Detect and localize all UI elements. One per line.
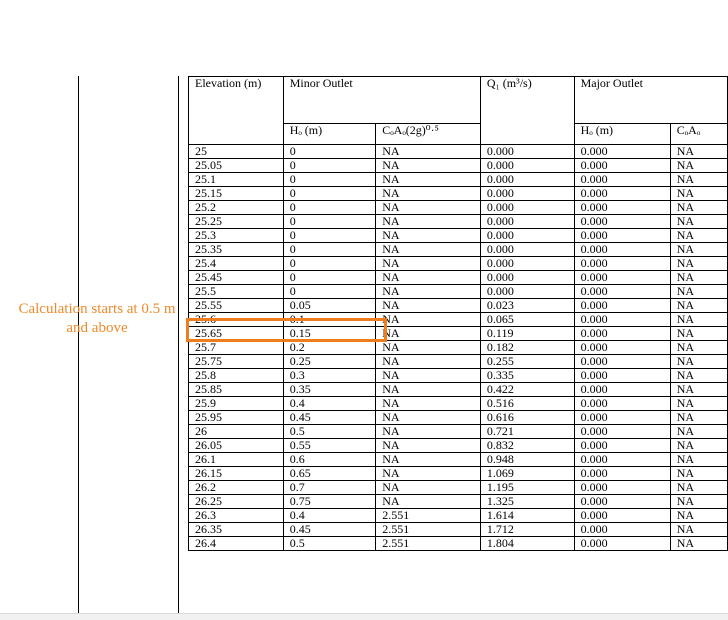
header-ho-major: Hₒ (m) [574,124,670,145]
table-row [189,383,728,397]
table-row [189,159,728,173]
cell-coao-minor: NA [376,411,481,425]
cell-q1: 0.335 [480,369,574,383]
cell-elevation: 26.4 [189,537,284,551]
cell-coao-minor: NA [376,341,481,355]
cell-q1: 0.000 [480,215,574,229]
cell-q1: 0.948 [480,453,574,467]
annotation-note: Calculation starts at 0.5 m and above [18,301,176,336]
cell-coao-major: NA [670,467,727,481]
cell-ho-major: 0.000 [574,467,670,481]
cell-coao-major: NA [670,397,727,411]
cell-elevation: 26.3 [189,509,284,523]
cell-coao-major: NA [670,355,727,369]
cell-q1: 1.614 [480,509,574,523]
cell-elevation: 25.55 [189,299,284,313]
cell-ho-minor: 0 [283,187,376,201]
cell-q1: 0.516 [480,397,574,411]
cell-coao-minor: NA [376,397,481,411]
cell-ho-major: 0.000 [574,523,670,537]
cell-ho-minor: 0 [283,215,376,229]
table-row [189,257,728,271]
cell-elevation: 25.35 [189,243,284,257]
cell-ho-minor: 0.7 [283,481,376,495]
cell-coao-major: NA [670,215,727,229]
cell-ho-minor: 0.55 [283,439,376,453]
cell-elevation: 25.7 [189,341,284,355]
cell-coao-minor: 2.551 [376,523,481,537]
cell-coao-major: NA [670,201,727,215]
cell-ho-minor: 0 [283,285,376,299]
table-row [189,481,728,495]
table-body [189,145,728,551]
cell-elevation: 25.85 [189,383,284,397]
table-row [189,411,728,425]
table-frame-line [178,76,179,613]
cell-coao-minor: NA [376,201,481,215]
cell-coao-minor: NA [376,145,481,159]
cell-ho-minor: 0.35 [283,383,376,397]
table-row [189,229,728,243]
cell-q1: 1.069 [480,467,574,481]
cell-coao-minor: NA [376,257,481,271]
cell-coao-major: NA [670,145,727,159]
cell-coao-major: NA [670,495,727,509]
outlet-table-container [188,76,728,551]
header-coao-major: CₒAₒ [670,124,727,145]
cell-coao-minor: NA [376,243,481,257]
cell-elevation: 26.25 [189,495,284,509]
header-coao-minor: CₒAₒ(2g)⁰·⁵ [376,124,481,145]
cell-coao-minor: NA [376,159,481,173]
cell-ho-major: 0.000 [574,327,670,341]
table-row [189,243,728,257]
cell-q1: 0.422 [480,383,574,397]
cell-ho-minor: 0.65 [283,467,376,481]
cell-q1: 0.000 [480,159,574,173]
cell-ho-minor: 0.5 [283,425,376,439]
cell-elevation: 26.35 [189,523,284,537]
cell-ho-major: 0.000 [574,145,670,159]
cell-coao-major: NA [670,481,727,495]
cell-ho-major: 0.000 [574,383,670,397]
cell-coao-major: NA [670,327,727,341]
cell-q1: 0.832 [480,439,574,453]
cell-elevation: 25.95 [189,411,284,425]
cell-ho-minor: 0.45 [283,411,376,425]
cell-coao-minor: 2.551 [376,537,481,551]
cell-coao-major: NA [670,243,727,257]
cell-coao-major: NA [670,173,727,187]
cell-elevation: 26.1 [189,453,284,467]
cell-elevation: 26.15 [189,467,284,481]
cell-q1: 1.712 [480,523,574,537]
cell-elevation: 25.65 [189,327,284,341]
cell-coao-major: NA [670,369,727,383]
cell-coao-minor: NA [376,299,481,313]
cell-ho-minor: 0.4 [283,397,376,411]
table-row [189,173,728,187]
cell-coao-major: NA [670,453,727,467]
cell-elevation: 25.9 [189,397,284,411]
cell-ho-major: 0.000 [574,355,670,369]
cell-coao-major: NA [670,313,727,327]
cell-q1: 0.000 [480,257,574,271]
cell-ho-major: 0.000 [574,495,670,509]
cell-q1: 1.804 [480,537,574,551]
table-row [189,537,728,551]
cell-elevation: 26 [189,425,284,439]
cell-q1: 0.000 [480,187,574,201]
table-row [189,467,728,481]
table-row [189,355,728,369]
cell-ho-minor: 0 [283,257,376,271]
cell-coao-major: NA [670,523,727,537]
cell-coao-minor: NA [376,495,481,509]
cell-coao-major: NA [670,509,727,523]
cell-ho-minor: 0.2 [283,341,376,355]
cell-ho-major: 0.000 [574,257,670,271]
cell-coao-minor: NA [376,327,481,341]
table-row [189,271,728,285]
cell-q1: 0.182 [480,341,574,355]
cell-ho-minor: 0.5 [283,537,376,551]
cell-elevation: 25.3 [189,229,284,243]
cell-ho-minor: 0.6 [283,453,376,467]
cell-ho-minor: 0 [283,229,376,243]
table-row [189,369,728,383]
cell-elevation: 25.2 [189,201,284,215]
highlight-box [186,318,387,342]
cell-ho-major: 0.000 [574,397,670,411]
cell-coao-minor: NA [376,425,481,439]
cell-ho-minor: 0.25 [283,355,376,369]
header-q1: Q₁ (m³/s) [480,77,574,145]
cell-coao-minor: NA [376,215,481,229]
header-row-main [189,77,728,124]
cell-ho-major: 0.000 [574,537,670,551]
cell-elevation: 25.8 [189,369,284,383]
cell-coao-major: NA [670,411,727,425]
cell-ho-major: 0.000 [574,481,670,495]
cell-coao-minor: NA [376,187,481,201]
table-row [189,187,728,201]
cell-ho-minor: 0 [283,271,376,285]
cell-coao-minor: NA [376,369,481,383]
cell-ho-minor: 0 [283,145,376,159]
cell-q1: 1.195 [480,481,574,495]
cell-ho-major: 0.000 [574,341,670,355]
cell-ho-minor: 0 [283,173,376,187]
cell-elevation: 26.05 [189,439,284,453]
header-elevation: Elevation (m) [189,77,284,145]
cell-q1: 0.000 [480,285,574,299]
left-margin-line [78,76,79,613]
cell-coao-minor: NA [376,355,481,369]
cell-ho-minor: 0 [283,243,376,257]
cell-ho-major: 0.000 [574,201,670,215]
table-row [189,425,728,439]
cell-coao-minor: NA [376,229,481,243]
cell-q1: 0.000 [480,271,574,285]
cell-elevation: 25 [189,145,284,159]
cell-coao-minor: NA [376,383,481,397]
cell-elevation: 25.25 [189,215,284,229]
table-row [189,439,728,453]
cell-ho-major: 0.000 [574,159,670,173]
table-row [189,145,728,159]
cell-ho-major: 0.000 [574,173,670,187]
cell-q1: 0.721 [480,425,574,439]
header-ho-minor: Hₒ (m) [283,124,376,145]
cell-elevation: 25.45 [189,271,284,285]
table-row [189,285,728,299]
cell-q1: 0.000 [480,243,574,257]
cell-coao-minor: NA [376,439,481,453]
cell-q1: 0.119 [480,327,574,341]
cell-coao-major: NA [670,257,727,271]
cell-coao-major: NA [670,187,727,201]
table-row [189,397,728,411]
cell-ho-major: 0.000 [574,187,670,201]
cell-ho-major: 0.000 [574,411,670,425]
cell-elevation: 25.4 [189,257,284,271]
cell-elevation: 26.2 [189,481,284,495]
cell-ho-major: 0.000 [574,439,670,453]
table-row [189,509,728,523]
cell-coao-major: NA [670,537,727,551]
cell-ho-minor: 0.15 [283,327,376,341]
cell-ho-major: 0.000 [574,229,670,243]
table-row [189,523,728,537]
cell-elevation: 25.05 [189,159,284,173]
cell-elevation: 25.5 [189,285,284,299]
cell-ho-minor: 0.05 [283,299,376,313]
cell-coao-major: NA [670,229,727,243]
cell-q1: 0.000 [480,201,574,215]
cell-coao-minor: NA [376,285,481,299]
cell-ho-major: 0.000 [574,369,670,383]
cell-coao-major: NA [670,271,727,285]
cell-ho-minor: 0.45 [283,523,376,537]
cell-coao-minor: NA [376,453,481,467]
header-major-outlet: Major Outlet [574,77,727,124]
cell-ho-major: 0.000 [574,243,670,257]
cell-ho-minor: 0.4 [283,509,376,523]
table-row [189,453,728,467]
cell-ho-major: 0.000 [574,271,670,285]
cell-coao-minor: NA [376,173,481,187]
table-row [189,215,728,229]
cell-q1: 0.000 [480,145,574,159]
cell-elevation: 25.6 [189,313,284,327]
cell-q1: 0.255 [480,355,574,369]
cell-ho-major: 0.000 [574,453,670,467]
cell-ho-minor: 0.75 [283,495,376,509]
cell-coao-major: NA [670,425,727,439]
cell-coao-minor: NA [376,481,481,495]
cell-elevation: 25.1 [189,173,284,187]
cell-coao-minor: NA [376,271,481,285]
table-row [189,341,728,355]
cell-elevation: 25.15 [189,187,284,201]
cell-coao-major: NA [670,383,727,397]
cell-ho-major: 0.000 [574,285,670,299]
cell-ho-minor: 0 [283,201,376,215]
cell-q1: 0.000 [480,173,574,187]
cell-coao-minor: NA [376,467,481,481]
cell-q1: 0.000 [480,229,574,243]
cell-coao-major: NA [670,285,727,299]
cell-ho-minor: 0.3 [283,369,376,383]
table-row [189,495,728,509]
table-row [189,299,728,313]
table-row [189,201,728,215]
cell-ho-major: 0.000 [574,313,670,327]
cell-coao-major: NA [670,341,727,355]
cell-coao-minor: 2.551 [376,509,481,523]
cell-q1: 0.616 [480,411,574,425]
cell-ho-major: 0.000 [574,509,670,523]
header-minor-outlet: Minor Outlet [283,77,480,124]
cell-q1: 1.325 [480,495,574,509]
cell-ho-major: 0.000 [574,299,670,313]
cell-ho-major: 0.000 [574,215,670,229]
outlet-table [188,76,728,551]
cell-q1: 0.023 [480,299,574,313]
cell-coao-minor: NA [376,313,481,327]
cell-ho-minor: 0.1 [283,313,376,327]
cell-ho-major: 0.000 [574,425,670,439]
cell-coao-major: NA [670,299,727,313]
cell-coao-major: NA [670,439,727,453]
cell-coao-major: NA [670,159,727,173]
cell-ho-minor: 0 [283,159,376,173]
cell-elevation: 25.75 [189,355,284,369]
cell-q1: 0.065 [480,313,574,327]
